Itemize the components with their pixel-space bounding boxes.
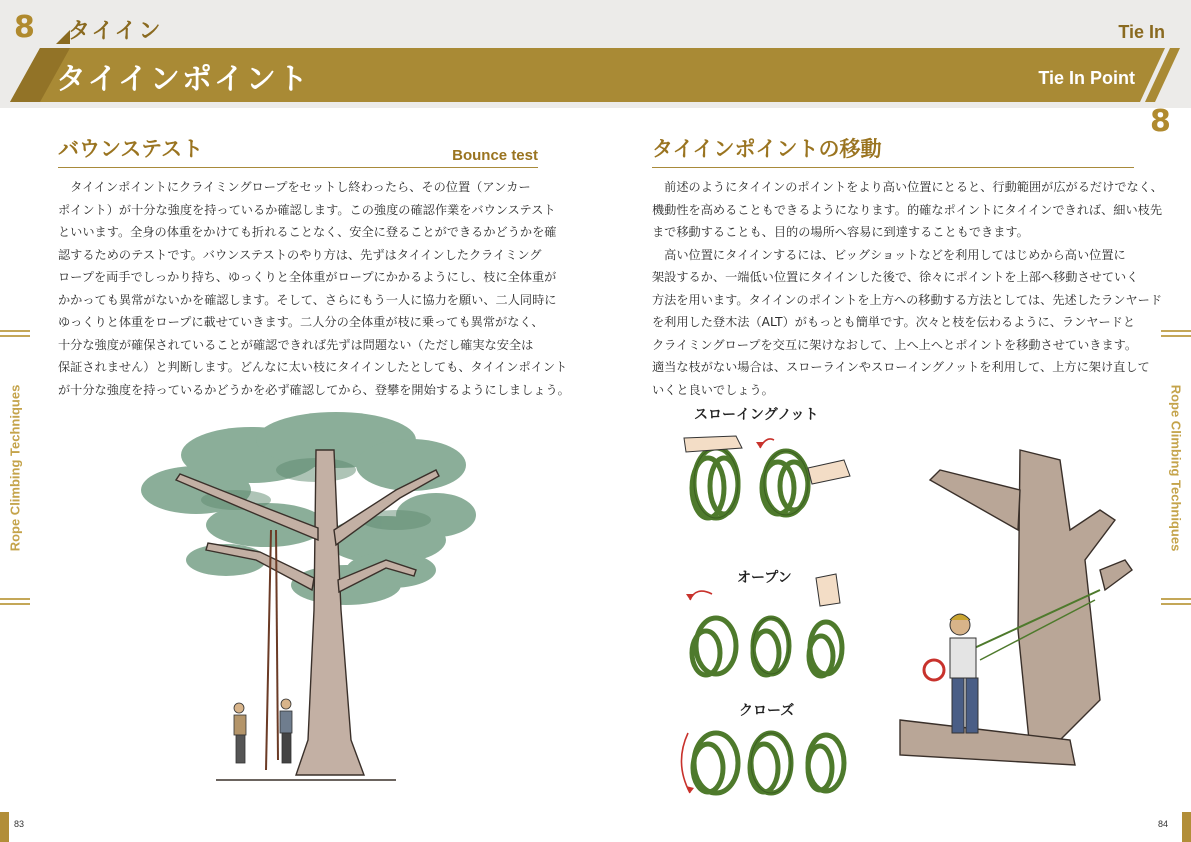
page-title: タイインポイント (56, 62, 310, 97)
open-label: オープン (737, 570, 792, 586)
side-rule (1161, 603, 1191, 605)
chapter-number: 8 (14, 10, 35, 45)
side-rule (1161, 330, 1191, 332)
body-line: ロープを両手でしっかり持ち、ゆっくりと全体重がロープにかかるようにし、枝に全体重が (58, 270, 557, 284)
page-number-right: 84 (1158, 819, 1169, 829)
body-line: まで移動することも、目的の場所へ容易に到達することもできます。 (652, 225, 1029, 239)
body-line: 方法を用います。タイインのポイントを上方への移動する方法としては、先述したランヤード (652, 292, 1163, 307)
body-line: といいます。全身の体重をかけても折れることなく、安全に登ることができるかどうかを確 (58, 225, 557, 239)
side-rule (0, 330, 30, 332)
section-heading-bounce-test (58, 136, 538, 168)
tree-illustration (136, 410, 476, 790)
body-line: クライミングロープを交互に架けなおして、上へ上へとポイントを移動させていきます。 (652, 337, 1138, 352)
page-corner-mark (1182, 812, 1191, 842)
side-tab-label: Rope Climbing Techniques (1168, 384, 1184, 551)
section-title-jp: タイインポイントの移動 (652, 137, 882, 161)
section-heading-moving-point (652, 136, 1134, 168)
body-line: 十分な強度が確保されていることが確認できれば先ずは問題ない（ただし確実な安全は (58, 337, 534, 352)
body-line: かかっても異常がないかを確認します。そして、さらにもう一人に協力を願い、二人同時に (58, 292, 557, 307)
climber-illustration (900, 450, 1140, 770)
body-line: いくと良いでしょう。 (652, 382, 774, 397)
body-line: 認するためのテストです。バウンステストのやり方は、先ずはタイインしたクライミング (58, 247, 542, 262)
throwing-knot-illustration (676, 428, 856, 808)
body-line: タイインポイントにクライミングロープをセットし終わったら、その位置（アンカー (58, 180, 531, 194)
side-rule (1161, 335, 1191, 337)
side-rule (0, 603, 30, 605)
body-line: ポイント）が十分な強度を持っているか確認します。この強度の確認作業をバウンステスト (58, 202, 556, 217)
page-title-en: Tie In Point (1038, 68, 1135, 88)
side-tab-label: Rope Climbing Techniques (7, 384, 23, 551)
chapter-number-right: 8 (1150, 104, 1171, 139)
moving-point-body (652, 176, 1163, 401)
close-label: クローズ (739, 703, 795, 719)
page-number-left: 83 (14, 819, 25, 829)
body-line: 前述のようにタイインのポイントをより高い位置にとると、行動範囲が広がるだけでなく、 (652, 180, 1163, 194)
side-rule (1161, 598, 1191, 600)
side-rule (0, 598, 30, 600)
body-line: 適当な枝がない場合は、スローラインやスローイングノットを利用して、上方に架け直して (652, 360, 1150, 374)
page-corner-mark (0, 812, 9, 842)
bounce-test-body (58, 176, 570, 401)
section-title-en: Bounce test (452, 147, 538, 164)
body-line: 架設するか、一端低い位置にタイインした後で、徐々にポイントを上部へ移動させていく (652, 270, 1139, 284)
body-line: が十分な強度を持っているかどうかを必ず確認してから、登攀を開始するようにしましょう。 (58, 382, 570, 397)
body-line: 高い位置にタイインするには、ビッグショットなどを利用してはじめから高い位置に (652, 247, 1126, 262)
chapter-title-en: Tie In (1118, 22, 1165, 42)
body-line: を利用した登木法（ALT）がもっとも簡単です。次々と枝を伝わるように、ランヤードと (652, 315, 1136, 329)
throwing-knot-label: スローイングノット (694, 407, 819, 423)
body-line: 機動性を高めることもできるようになります。的確なポイントにタイインできれば、細い枝先 (652, 202, 1163, 217)
side-tab-left (0, 330, 30, 605)
side-rule (0, 335, 30, 337)
body-line: ゆっくりと体重をロープに載せていきます。二人分の全体重が枝に乗っても異常がなく、 (58, 315, 544, 329)
chapter-title-jp: タイイン (68, 19, 163, 44)
body-line: 保証されません）と判断します。どんなに太い枝にタイインしたとしても、タイインポイント (58, 360, 568, 374)
section-title-jp: バウンステスト (58, 137, 204, 161)
side-tab-right (1161, 330, 1191, 605)
